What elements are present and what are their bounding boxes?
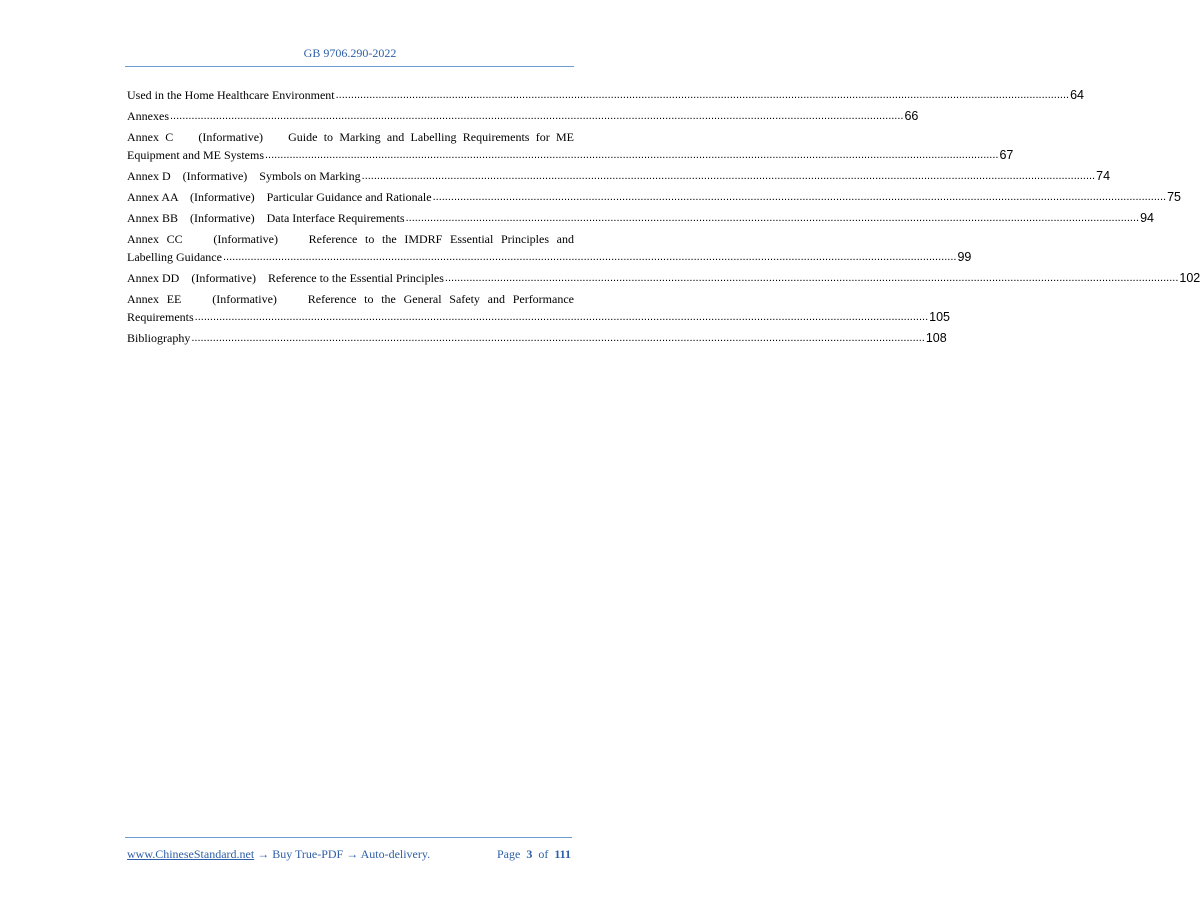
toc-leader-dots xyxy=(170,107,903,125)
page-label: Page xyxy=(496,847,521,861)
toc-entry[interactable] xyxy=(127,167,1111,185)
toc-entry-title: Bibliography xyxy=(127,331,191,345)
toc-entry-title: Requirements xyxy=(127,310,194,324)
toc-entry[interactable] xyxy=(127,107,919,125)
toc-entry-page: 102 xyxy=(1179,271,1200,285)
toc-entry-title: Annexes xyxy=(127,109,169,123)
toc-entry-title: Annex AA (Informative) Particular Guidance and Rationale xyxy=(127,190,432,204)
footer-divider xyxy=(125,837,572,838)
toc-entry-page: 75 xyxy=(1167,190,1181,204)
toc-entry[interactable] xyxy=(127,209,1154,227)
toc-entry-page: 74 xyxy=(1096,169,1111,183)
toc-entry-title: Annex D (Informative) Symbols on Marking xyxy=(127,169,361,183)
toc-entry-title: Used in the Home Healthcare Environment xyxy=(127,88,335,102)
toc-leader-dots xyxy=(195,308,928,326)
toc-entry-page: 105 xyxy=(929,310,950,324)
toc-entry[interactable] xyxy=(127,128,1014,164)
toc-entry-title: Annex DD (Informative) Reference to the Essential Principles xyxy=(127,271,444,285)
toc-leader-dots xyxy=(406,209,1139,227)
header-divider xyxy=(125,66,574,67)
website-link[interactable]: www.ChineseStandard.net xyxy=(127,847,255,861)
page-counter xyxy=(497,847,571,862)
toc-entry-page: 64 xyxy=(1070,88,1084,102)
toc-entry[interactable] xyxy=(127,188,1181,206)
toc-entry[interactable] xyxy=(127,290,950,326)
toc-entry-page: 94 xyxy=(1140,211,1154,225)
toc-entry[interactable] xyxy=(127,86,1084,104)
toc-entry-title-line1: Annex C (Informative) Guide to Marking and Labelling Requirements for ME xyxy=(127,130,574,144)
toc-leader-dots xyxy=(223,248,956,266)
total-pages: 111 xyxy=(554,847,571,861)
document-header: GB 9706.290-2022 xyxy=(303,46,397,60)
footer-promo-text: → Buy True-PDF → Auto-delivery. xyxy=(254,847,431,861)
toc-entry-title: Annex BB (Informative) Data Interface Requirements xyxy=(127,211,405,225)
toc-entry[interactable] xyxy=(127,329,947,347)
toc-leader-dots xyxy=(191,329,924,347)
toc-entry-title-line1: Annex CC (Informative) Reference to the IMDRF Essential Principles and xyxy=(127,232,574,246)
toc-leader-dots xyxy=(445,269,1178,287)
toc-leader-dots xyxy=(433,188,1166,206)
toc-entry[interactable] xyxy=(127,230,972,266)
toc-entry[interactable] xyxy=(127,269,1200,287)
toc-entry-title-line1: Annex EE (Informative) Reference to the General Safety and Performance xyxy=(127,292,574,306)
toc-leader-dots xyxy=(265,146,998,164)
of-label: of xyxy=(538,847,549,861)
page-number: 3 xyxy=(526,847,533,861)
toc-entry-page: 99 xyxy=(957,250,972,264)
toc-entry-page: 66 xyxy=(904,109,919,123)
toc-entry-page: 67 xyxy=(999,148,1014,162)
toc-entry-title: Equipment and ME Systems xyxy=(127,148,264,162)
toc-leader-dots xyxy=(336,86,1069,104)
toc-entry-page: 108 xyxy=(925,331,947,345)
toc-leader-dots xyxy=(362,167,1095,185)
table-of-contents xyxy=(127,86,1200,350)
toc-entry-title: Labelling Guidance xyxy=(127,250,222,264)
